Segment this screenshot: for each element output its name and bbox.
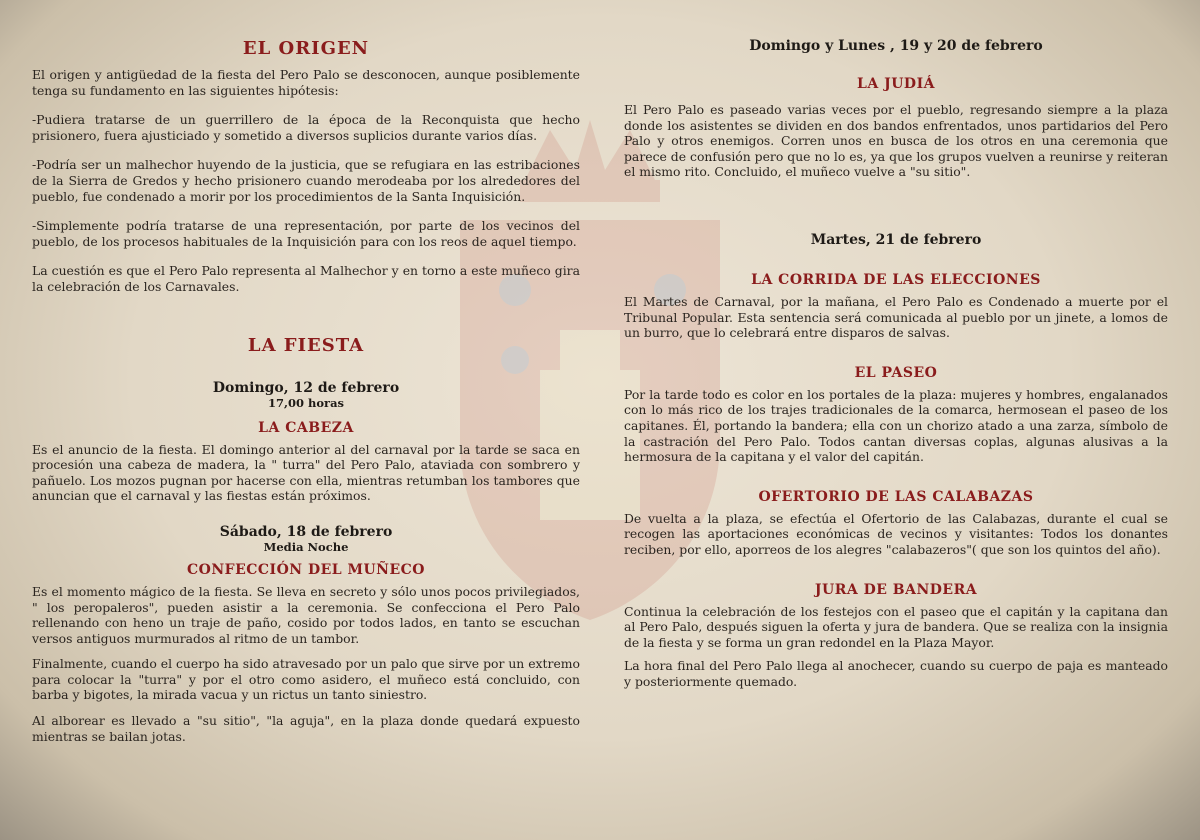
- domingo-date: Domingo, 12 de febrero: [212, 379, 400, 396]
- ofertorio-paragraph: De vuelta a la plaza, se efectúa el Ofertorio de las Calabazas, durante el cual se recogen las aportaciones económicas de vecinos y visitantes: Todos los donantes reciben, por ello, aporreos de los alegres "calabazeros"( que son los quintos del año).: [624, 510, 1168, 557]
- ofertorio-heading: OFERTORIO DE LAS CALABAZAS: [758, 488, 1034, 505]
- judia-heading: LA JUDIÁ: [857, 76, 935, 92]
- confeccion-paragraph-3: Al alborear es llevado a "su sitio", "la aguja", en la plaza donde quedará expuesto mientras se bailan jotas.: [32, 713, 580, 744]
- corrida-heading: LA CORRIDA DE LAS ELECCIONES: [751, 271, 1041, 288]
- cabeza-heading: LA CABEZA: [258, 419, 354, 436]
- origen-paragraph-5: La cuestión es que el Pero Palo representa al Malhechor y en torno a este muñeco gira la celebración de los Carnavales.: [32, 263, 580, 294]
- martes-date: Martes, 21 de febrero: [810, 231, 982, 248]
- domingo-lunes-date: Domingo y Lunes , 19 y 20 de febrero: [749, 38, 1043, 54]
- origen-paragraph-3: -Podría ser un malhechor huyendo de la justicia, que se refugiara en las estribaciones de la Sierra de Gredos y hecho prisionero cuando merodeaba por los alrededores del pueblo, fue condenado a morir por los procedimientos de la Santa Inquisición.: [32, 157, 580, 204]
- cabeza-paragraph: Es el anuncio de la fiesta. El domingo anterior al del carnaval por la tarde se saca en procesión una cabeza de madera, la " turra" del Pero Palo, ataviada con sombrero y pañuelo. Los mozos pugnan por hacerse con ella, mientras retumban los tambores que anuncian que el carnaval y las fiestas están próximos.: [32, 441, 580, 504]
- confeccion-heading: CONFECCIÓN DEL MUÑECO: [187, 561, 425, 578]
- judia-paragraph: El Pero Palo es paseado varias veces por el pueblo, regresando siempre a la plaza donde los asistentes se dividen en dos bandos enfrentados, unos partidarios del Pero Palo y otros enemigos. Corren unos en busca de los otros en una ceremonia que parece de confusión pero que no lo es, ya que los grupos vuelven a reunirse y reiteran el mismo rito. Concluido, el muñeco vuelve a "su sitio".: [624, 102, 1168, 180]
- origen-paragraph-4: -Simplemente podría tratarse de una representación, por parte de los vecinos del pueblo, de los procesos habituales de la Inquisición para con los reos de aquel tiempo.: [32, 218, 580, 249]
- confeccion-paragraph-1: Es el momento mágico de la fiesta. Se lleva en secreto y sólo unos pocos privilegiados, " los peropaleros", pueden asistir a la ceremonia. Se confecciona el Pero Palo rellenando con heno un traje de paño, cosido por todos lados, en tanto se escuchan versos antiguos murmurados al ritmo de un tambor.: [32, 583, 580, 646]
- domingo-time: 17,00 horas: [267, 395, 345, 410]
- sabado-time: Media Noche: [263, 539, 349, 554]
- right-panel: [600, 0, 1200, 840]
- origen-paragraph-1: El origen y antigüedad de la fiesta del Pero Palo se desconocen, aunque posiblemente tenga su fundamento en las siguientes hipótesis:: [32, 67, 580, 98]
- jura-paragraph-2: La hora final del Pero Palo llega al anochecer, cuando su cuerpo de paja es manteado y posteriormente quemado.: [624, 658, 1168, 689]
- paseo-heading: EL PASEO: [854, 364, 938, 381]
- sabado-date: Sábado, 18 de febrero: [219, 523, 393, 540]
- origen-heading: EL ORIGEN: [242, 38, 370, 59]
- paseo-paragraph: Por la tarde todo es color en los portales de la plaza: mujeres y hombres, engalanados con lo más rico de los trajes tradicionales de la comarca, hermosean el paseo de los capitanes. Él, portando la bandera; ella con un chorizo atado a una zarza, símbolo de la castración del Pero Palo. Todos cantan diversas coplas, algunas alusivas a la hermosura de la capitana y el valor del capitán.: [624, 386, 1168, 465]
- jura-paragraph-1: Continua la celebración de los festejos con el paseo que el capitán y la capitana dan al Pero Palo, después siguen la oferta y jura de bandera. Que se realiza con la insignia de la fiesta y se forma un gran redondel en la Plaza Mayor.: [624, 603, 1168, 650]
- fiesta-heading: LA FIESTA: [247, 334, 365, 356]
- confeccion-paragraph-2: Finalmente, cuando el cuerpo ha sido atravesado por un palo que sirve por un extremo para colocar la "turra" y por el otro como asidero, el muñeco está concluido, con barba y bigotes, la mirada vacua y un rictus un tanto siniestro.: [32, 656, 580, 703]
- origen-paragraph-2: -Pudiera tratarse de un guerrillero de la época de la Reconquista que hecho prisionero, fuera ajusticiado y sometido a diversos suplicios durante varios días.: [32, 112, 580, 143]
- corrida-paragraph: El Martes de Carnaval, por la mañana, el Pero Palo es Condenado a muerte por el Tribunal Popular. Esta sentencia será comunicada al pueblo por un jinete, a lomos de un burro, que lo celebrará entre disparos de salvas.: [624, 293, 1168, 341]
- jura-heading: JURA DE BANDERA: [814, 581, 978, 598]
